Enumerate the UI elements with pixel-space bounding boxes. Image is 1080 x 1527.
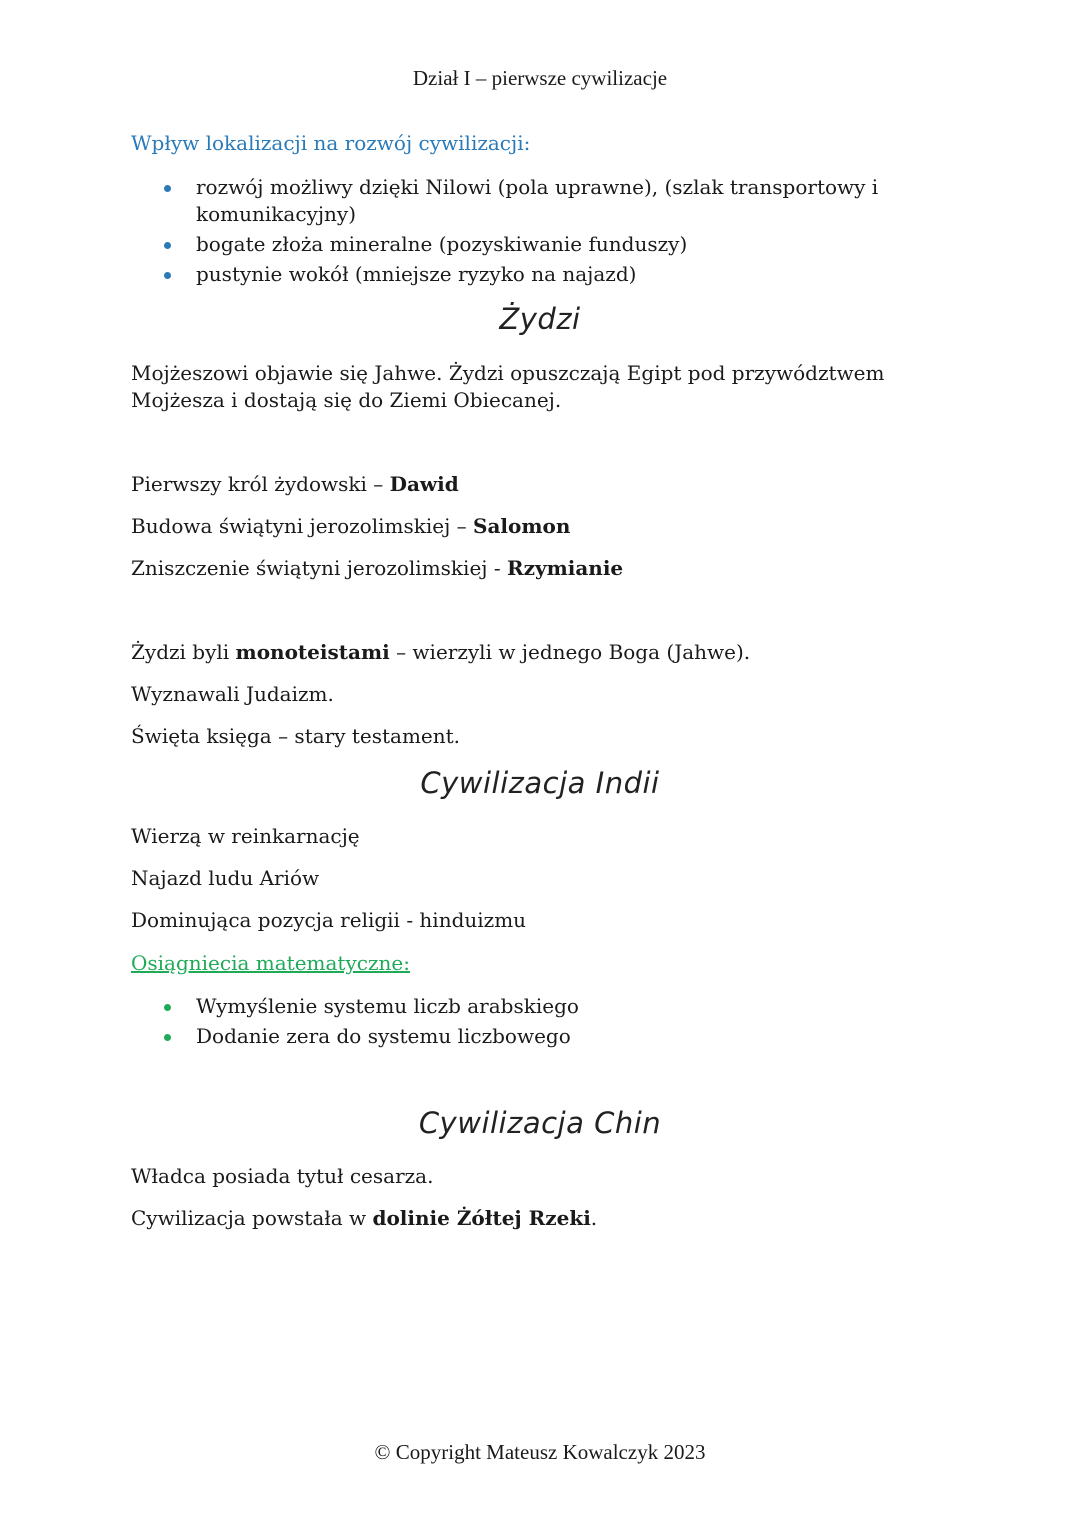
section-title-china: Cywilizacja Chin bbox=[418, 1106, 662, 1140]
china-line-river: Cywilizacja powstała w dolinie Żółtej Rzeki. bbox=[131, 1206, 598, 1230]
fact-temple-built: Budowa świątyni jerozolimskiej – Salomon bbox=[131, 514, 571, 538]
india-math-list bbox=[160, 993, 920, 1053]
india-line-hinduism: Dominująca pozycja religii - hinduizmu bbox=[131, 908, 527, 932]
jews-monotheism: Żydzi byli monoteistami – wierzyli w jednego Boga (Jahwe). bbox=[131, 640, 751, 664]
jews-religion: Wyznawali Judaizm. bbox=[131, 682, 334, 706]
jews-intro-line-1: Mojżeszowi objawie się Jahwe. Żydzi opuszczają Egipt pod przywództwem bbox=[131, 361, 885, 385]
jews-holy-book: Święta księga – stary testament. bbox=[131, 724, 461, 748]
fact-first-king: Pierwszy król żydowski – Dawid bbox=[131, 472, 459, 496]
list-item: pustynie wokół (mniejsze ryzyko na najazd) bbox=[160, 261, 920, 288]
list-item: bogate złoża mineralne (pozyskiwanie funduszy) bbox=[160, 231, 920, 258]
bullet-icon bbox=[164, 185, 171, 192]
egypt-bullet-list bbox=[160, 174, 920, 291]
egypt-heading: Wpływ lokalizacji na rozwój cywilizacji: bbox=[131, 131, 531, 155]
list-item: Dodanie zera do systemu liczbowego bbox=[160, 1023, 920, 1050]
jews-intro-line-2: Mojżesza i dostają się do Ziemi Obiecanej. bbox=[131, 388, 562, 412]
list-item: Wymyślenie systemu liczb arabskiego bbox=[160, 993, 920, 1020]
india-math-heading: Osiągniecia matematyczne: bbox=[131, 951, 410, 975]
india-line-aryans: Najazd ludu Ariów bbox=[131, 866, 320, 890]
bullet-icon bbox=[164, 1034, 171, 1041]
fact-temple-destroyed: Zniszczenie świątyni jerozolimskiej - Rzymianie bbox=[131, 556, 624, 580]
section-title-india: Cywilizacja Indii bbox=[420, 766, 660, 800]
bullet-icon bbox=[164, 272, 171, 279]
bullet-icon bbox=[164, 1004, 171, 1011]
india-line-reincarnation: Wierzą w reinkarnację bbox=[131, 824, 360, 848]
section-title-jews: Żydzi bbox=[499, 302, 581, 336]
china-line-emperor: Władca posiada tytuł cesarza. bbox=[131, 1164, 434, 1188]
bullet-icon bbox=[164, 242, 171, 249]
page-footer: © Copyright Mateusz Kowalczyk 2023 bbox=[374, 1440, 706, 1464]
page-header: Dział I – pierwsze cywilizacje bbox=[412, 66, 668, 90]
list-item: rozwój możliwy dzięki Nilowi (pola uprawne), (szlak transportowy i komunikacyjny) bbox=[160, 174, 920, 228]
